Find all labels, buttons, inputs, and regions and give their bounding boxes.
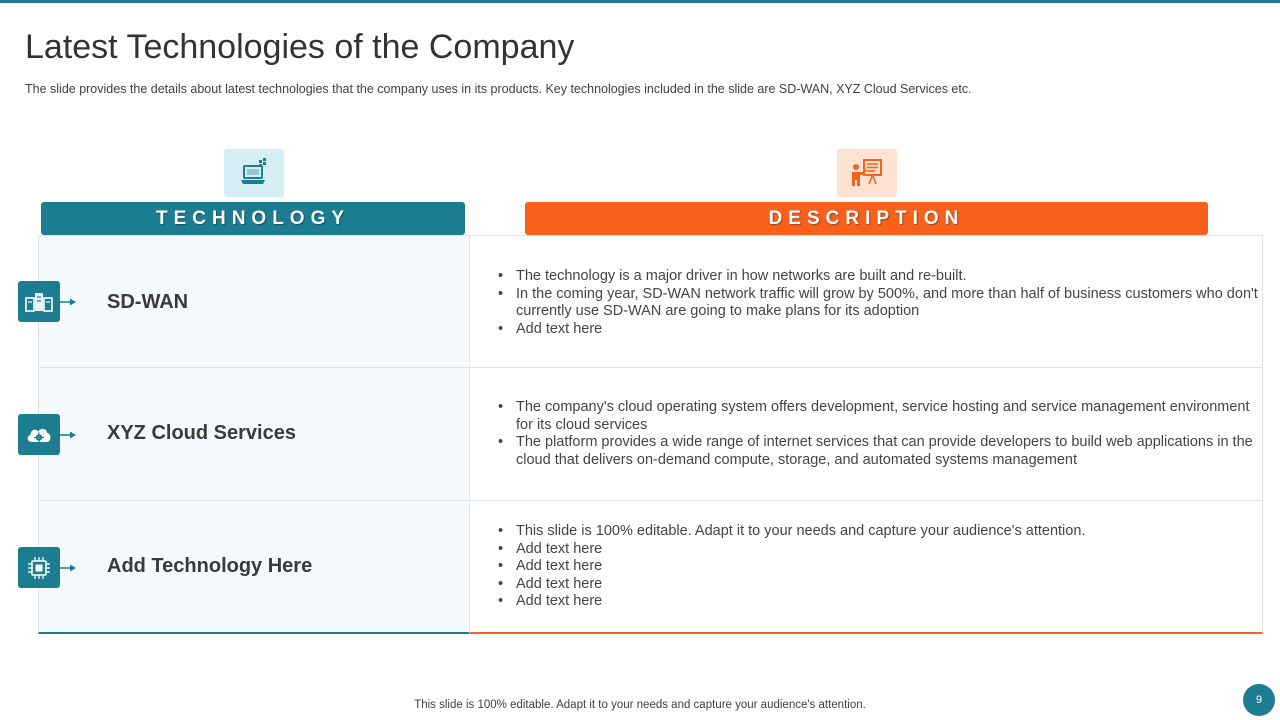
description-list (498, 523, 1258, 611)
arrow-right-icon (60, 297, 76, 307)
list-item: • The technology is a major driver in how networks are built and re-built. (498, 268, 1258, 286)
top-accent-bar (0, 0, 1280, 3)
description-cell (469, 235, 1263, 368)
technology-cell (38, 501, 469, 634)
chip-icon (18, 547, 60, 588)
description-list (498, 268, 1258, 338)
list-item: • In the coming year, SD-WAN network traffic will grow by 500%, and more than half of business customers who don't currently use SD-WAN are going to make plans for its adoption (498, 286, 1258, 321)
description-header: DESCRIPTION (525, 202, 1208, 235)
slide-title: Latest Technologies of the Company (25, 28, 575, 66)
list-item: • Add text here (498, 321, 1258, 339)
technology-name: SD-WAN (107, 291, 189, 313)
table-row (38, 235, 1263, 368)
presenter-board-icon (837, 149, 897, 197)
list-item: • The platform provides a wide range of internet services that can provide developers to build web applications in the cloud that delivers on-demand compute, storage, and automated systems management (498, 434, 1258, 469)
technology-cell (38, 235, 469, 368)
table-row (38, 501, 1263, 634)
technology-table (38, 235, 1263, 634)
cloud-gear-icon (18, 414, 60, 455)
page-number: 9 (1243, 684, 1275, 716)
technology-cell (38, 368, 469, 501)
technology-name: Add Technology Here (107, 555, 313, 577)
laptop-network-icon (224, 149, 284, 197)
arrow-right-icon (60, 430, 76, 440)
description-cell (469, 368, 1263, 501)
technology-name: XYZ Cloud Services (107, 422, 296, 444)
slide-footer: This slide is 100% editable. Adapt it to your needs and capture your audience's attention. (414, 699, 866, 711)
list-item: • This slide is 100% editable. Adapt it to your needs and capture your audience's attention. (498, 523, 1258, 541)
table-row (38, 368, 1263, 501)
server-icon (18, 281, 60, 322)
description-cell (469, 501, 1263, 634)
list-item: • Add text here (498, 541, 1258, 559)
list-item: • Add text here (498, 576, 1258, 594)
slide-subtitle: The slide provides the details about latest technologies that the company uses in its products. Key technologies included in the slide are SD-WAN, XYZ Cloud Services etc. (25, 82, 972, 96)
list-item: • The company's cloud operating system offers development, service hosting and service management environment for its cloud services (498, 399, 1258, 434)
technology-header: TECHNOLOGY (41, 202, 465, 235)
arrow-right-icon (60, 563, 76, 573)
list-item: • Add text here (498, 593, 1258, 611)
list-item: • Add text here (498, 558, 1258, 576)
description-list (498, 399, 1258, 469)
